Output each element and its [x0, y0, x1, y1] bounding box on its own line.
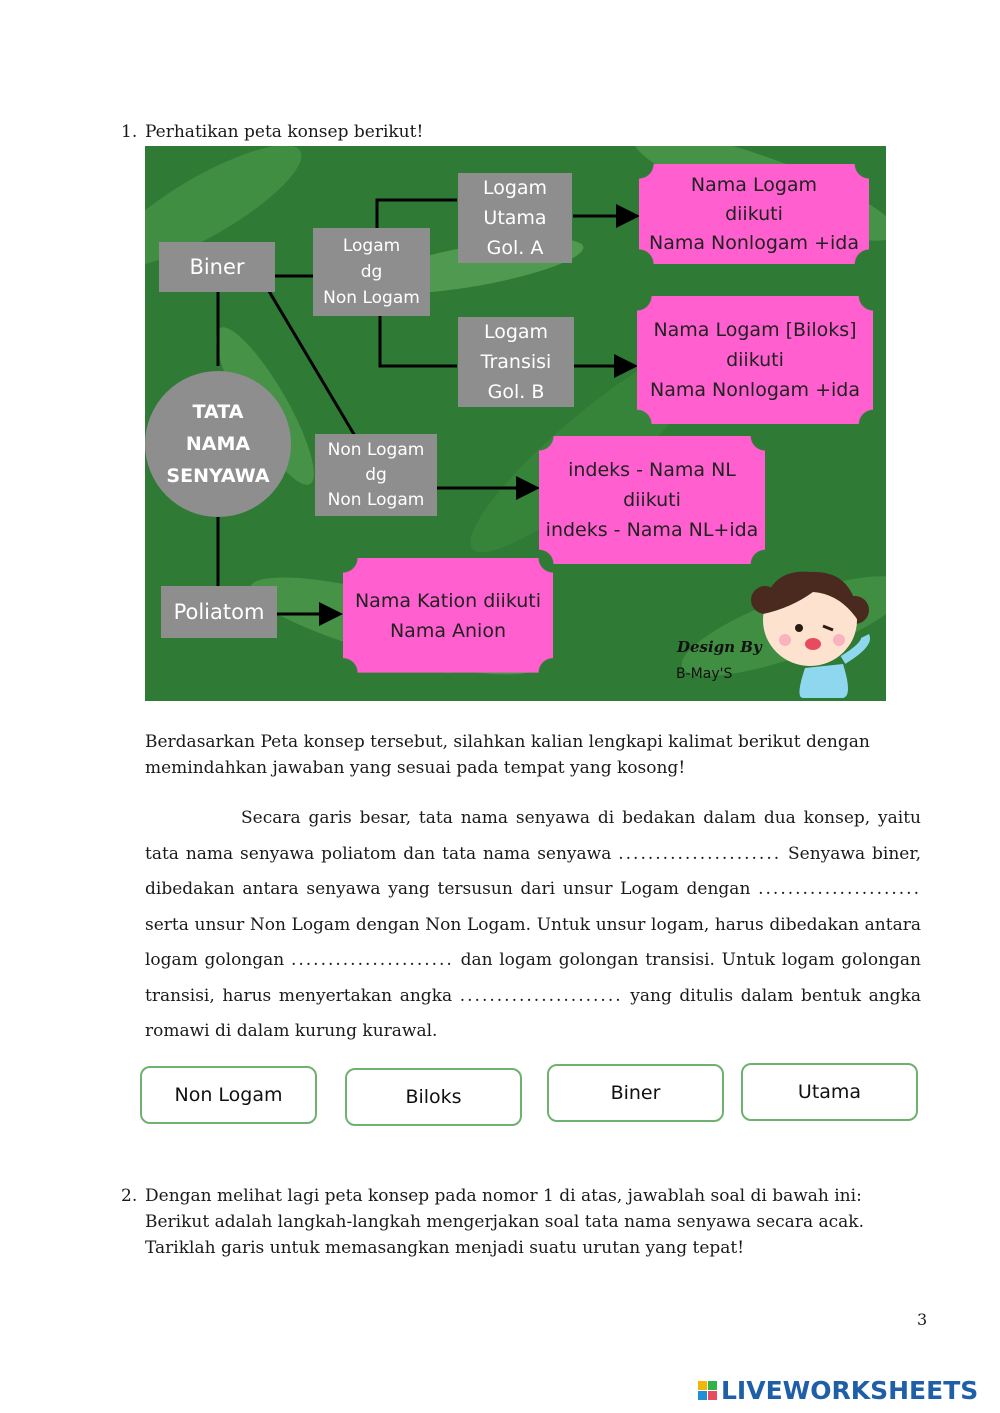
blank-4[interactable]: ...................... [459, 985, 623, 1006]
paragraph-part-2: Senyawa biner, dibedakan antara senyawa yang tersusun dari unsur Logam dengan [145, 843, 921, 899]
rule-nonlogam-line-2: diikuti [623, 489, 681, 511]
question-2-line-2: Berikut adalah langkah-langkah mengerjakan soal tata nama senyawa secara acak. [145, 1212, 864, 1232]
prompt-line-1: Berdasarkan Peta konsep tersebut, silahkan kalian lengkapi kalimat berikut dengan [145, 732, 870, 752]
center-line-2: NAMA [185, 433, 251, 455]
rule-utama-line-2: diikuti [725, 202, 783, 225]
rule-transisi-line-2: diikuti [726, 349, 784, 371]
center-line-3: SENYAWA [166, 465, 270, 487]
answer-option-biloks[interactable]: Biloks [345, 1068, 522, 1126]
paragraph-part-4: dan logam golongan transisi. Untuk logam golongan transisi, harus menyertakan angka [145, 950, 921, 1006]
question-1-number: 1. [121, 122, 138, 142]
logam-utama-line-1: Logam [482, 177, 548, 199]
box-biner [159, 242, 275, 292]
question-1-instruction: Perhatikan peta konsep berikut! [145, 122, 424, 142]
credit-author: B-May'S [676, 666, 733, 682]
fill-in-paragraph [145, 801, 921, 1050]
blank-1[interactable]: ...................... [618, 843, 782, 864]
rule-transisi-line-1: Nama Logam [Biloks] [653, 319, 857, 341]
answer-option-biner[interactable]: Biner [547, 1064, 724, 1122]
rule-logam-transisi [637, 296, 873, 424]
question-2-line-1: Dengan melihat lagi peta konsep pada nomor 1 di atas, jawablah soal di bawah ini: [145, 1186, 862, 1206]
blank-2[interactable]: ...................... [758, 879, 921, 899]
rule-poliatom-line-2: Nama Anion [389, 619, 507, 642]
logam-dg-line-1: Logam [342, 236, 401, 256]
question-2-line-3: Tariklah garis untuk memasangkan menjadi suatu urutan yang tepat! [145, 1238, 745, 1258]
rule-poliatom [343, 558, 553, 673]
nonlogam-dg-line-2: dg [365, 464, 387, 485]
credit-design-by: Design By [677, 638, 762, 656]
nonlogam-dg-line-3: Non Logam [327, 489, 425, 510]
logam-transisi-line-1: Logam [483, 321, 549, 343]
prompt-line-2: memindahkan jawaban yang sesuai pada tempat yang kosong! [145, 758, 686, 778]
logam-transisi-line-3: Gol. B [487, 381, 545, 403]
logam-utama-line-3: Gol. A [486, 237, 544, 259]
blank-3[interactable]: ...................... [290, 950, 454, 970]
liveworksheets-logo[interactable] [698, 1376, 978, 1405]
answer-option-utama[interactable]: Utama [741, 1063, 918, 1121]
box-nonlogam-dg-nonlogam [315, 434, 437, 516]
nonlogam-dg-line-1: Non Logam [327, 439, 425, 460]
box-logam-transisi [458, 317, 574, 407]
answer-option-non-logam[interactable]: Non Logam [140, 1066, 317, 1124]
paragraph-part-1: Secara garis besar, tata nama senyawa di bedakan dalam dua konsep, yaitu tata nama senyawa poliatom dan tata nama senyawa [145, 808, 921, 864]
concept-map-figure [145, 146, 886, 701]
box-biner-label: Biner [189, 255, 245, 279]
center-line-1: TATA [192, 401, 244, 423]
rule-utama-line-3: Nama Nonlogam +ida [649, 231, 859, 254]
page-number: 3 [917, 1310, 928, 1329]
logam-dg-line-2: dg [360, 262, 383, 282]
rule-transisi-line-3: Nama Nonlogam +ida [650, 379, 860, 401]
box-logam-utama [458, 173, 572, 263]
logam-utama-line-2: Utama [483, 207, 547, 229]
logam-transisi-line-2: Transisi [480, 351, 552, 373]
rule-poliatom-line-1: Nama Kation diikuti [354, 589, 542, 612]
rule-utama-line-1: Nama Logam [690, 173, 818, 196]
liveworksheets-brand-text: LIVEWORKSHEETS [721, 1376, 979, 1405]
center-circle-tata-nama-senyawa [145, 371, 291, 517]
rule-nonlogam-line-1: indeks - Nama NL [568, 459, 736, 481]
rule-nonlogam [539, 436, 765, 564]
box-poliatom [161, 586, 277, 638]
paragraph-part-3: serta unsur Non Logam dengan Non Logam. Untuk unsur logam, harus dibedakan antara logam golongan [145, 914, 921, 970]
rule-nonlogam-line-3: indeks - Nama NL+ida [545, 519, 759, 541]
box-poliatom-label: Poliatom [173, 600, 265, 624]
paragraph-part-5: yang ditulis dalam bentuk angka romawi di dalam kurung kurawal. [145, 985, 922, 1041]
question-2-number: 2. [121, 1186, 138, 1206]
girl-character-illustration [743, 548, 883, 698]
liveworksheets-logo-icon [698, 1381, 717, 1400]
logam-dg-line-3: Non Logam [323, 288, 420, 308]
box-logam-dg-nonlogam [313, 228, 430, 316]
rule-logam-utama [639, 164, 869, 264]
